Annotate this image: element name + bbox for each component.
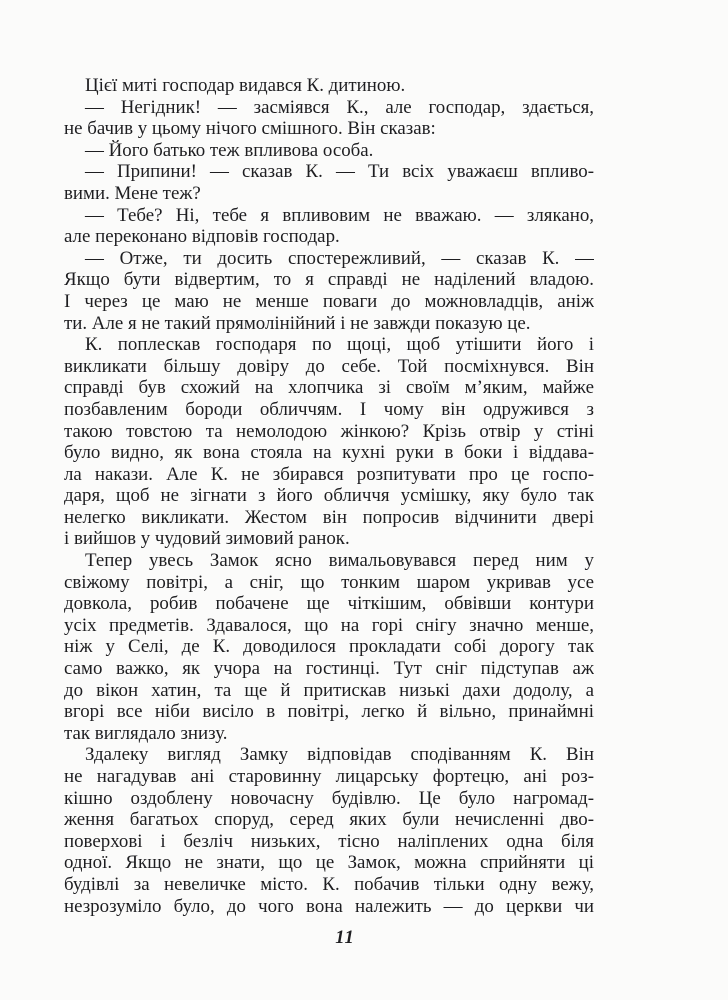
text-line: ження багатьох споруд, серед яких були нечисленні дво- <box>64 809 594 831</box>
paragraph <box>64 75 594 97</box>
text-line: будівлі за невеличке місто. К. побачив тільки одну вежу, <box>64 873 594 895</box>
text-line: одної. Якщо не знати, що це Замок, можна сприйняти ці <box>64 852 594 874</box>
text-line: не бачив у цьому нічого смішного. Він сказав: <box>64 118 436 140</box>
paragraph <box>64 97 594 140</box>
text-line: так виглядало знизу. <box>64 722 228 744</box>
text-line: ти. Але я не такий прямолінійний і не завжди показую це. <box>64 312 531 334</box>
text-line: — Отже, ти досить спостережливий, — сказав К. — <box>85 247 594 269</box>
text-line: — Тебе? Ні, тебе я впливовим не вважаю. — злякано, <box>85 204 594 226</box>
paragraph <box>64 140 594 162</box>
text-line: само важко, як учора на гостинці. Тут сніг підступав аж <box>64 658 594 680</box>
text-line: К. поплескав господаря по щоці, щоб утішити його і <box>85 334 594 356</box>
text-line: вгорі все ніби висіло в повітрі, легко й вільно, принаймні <box>64 701 594 723</box>
text-line: усіх предметів. Здавалося, що на горі снігу значно менше, <box>64 614 594 636</box>
text-line: — Припини! — сказав К. — Ти всіх уважаєш впливо- <box>85 161 594 183</box>
text-line: було видно, як вона стояла на кухні руки в боки і віддава- <box>64 442 594 464</box>
text-line: кішно оздоблену новочасну будівлю. Це було нагромад- <box>64 787 594 809</box>
text-line: але переконано відповів господар. <box>64 226 340 248</box>
text-line: поверхові і безліч низьких, тісно наліплених одна біля <box>64 830 594 852</box>
text-line: Здалеку вигляд Замку відповідав сподіванням К. Він <box>85 744 594 766</box>
text-line: І через це маю не менше поваги до можновладців, аніж <box>64 290 594 312</box>
text-line: не нагадував ані старовинну лицарську фортецю, ані роз- <box>64 766 594 787</box>
text-line: нелегко викликати. Жестом він попросив відчинити двері <box>64 506 594 528</box>
text-line: Тепер увесь Замок ясно вимальовувався перед ним у <box>85 550 594 572</box>
paragraph <box>64 248 594 334</box>
text-line: — Негідник! — засміявся К., але господар, здається, <box>85 96 594 118</box>
text-line: незрозуміло було, до чого вона належить — до церкви чи <box>64 895 594 917</box>
paragraph <box>64 550 594 744</box>
text-line: і вийшов у чудовий зимовий ранок. <box>64 528 350 550</box>
text-line: даря, щоб не зігнати з його обличчя усмішку, яку було так <box>64 485 594 507</box>
text-line: Якщо бути відвертим, то я справді не наділений владою. <box>64 269 594 291</box>
paragraph <box>64 744 594 917</box>
text-block <box>64 75 594 917</box>
text-line: ла накази. Але К. не збирався розпитувати про це госпо- <box>64 463 594 485</box>
text-line: позбавленим бороди обличчям. І чому він одружився з <box>64 398 594 420</box>
text-line: Цієї миті господар видався К. дитиною. <box>85 75 406 96</box>
text-line: — Його батько теж впливова особа. <box>85 139 374 161</box>
text-line: вими. Мене теж? <box>64 182 201 204</box>
text-line: справді був схожий на хлопчика зі своїм м’яким, майже <box>64 377 594 399</box>
paragraph <box>64 205 594 248</box>
text-line: до вікон хатин, та ще й притискав низькі дахи додолу, а <box>64 679 594 701</box>
text-line: такою товстою та немолодою жінкою? Крізь отвір у стіні <box>64 420 594 442</box>
text-line: свіжому повітрі, а сніг, що тонким шаром укривав усе <box>64 571 594 593</box>
text-line: довкола, робив побачене ще чіткішим, обвівши контури <box>64 593 594 615</box>
paragraph <box>64 334 594 550</box>
page-number: 11 <box>335 928 355 948</box>
text-line: викликати більшу довіру до себе. Той посміхнувся. Він <box>64 355 594 377</box>
paragraph <box>64 161 594 204</box>
text-line: ніж у Селі, де К. доводилося прокладати собі дорогу так <box>64 636 594 658</box>
